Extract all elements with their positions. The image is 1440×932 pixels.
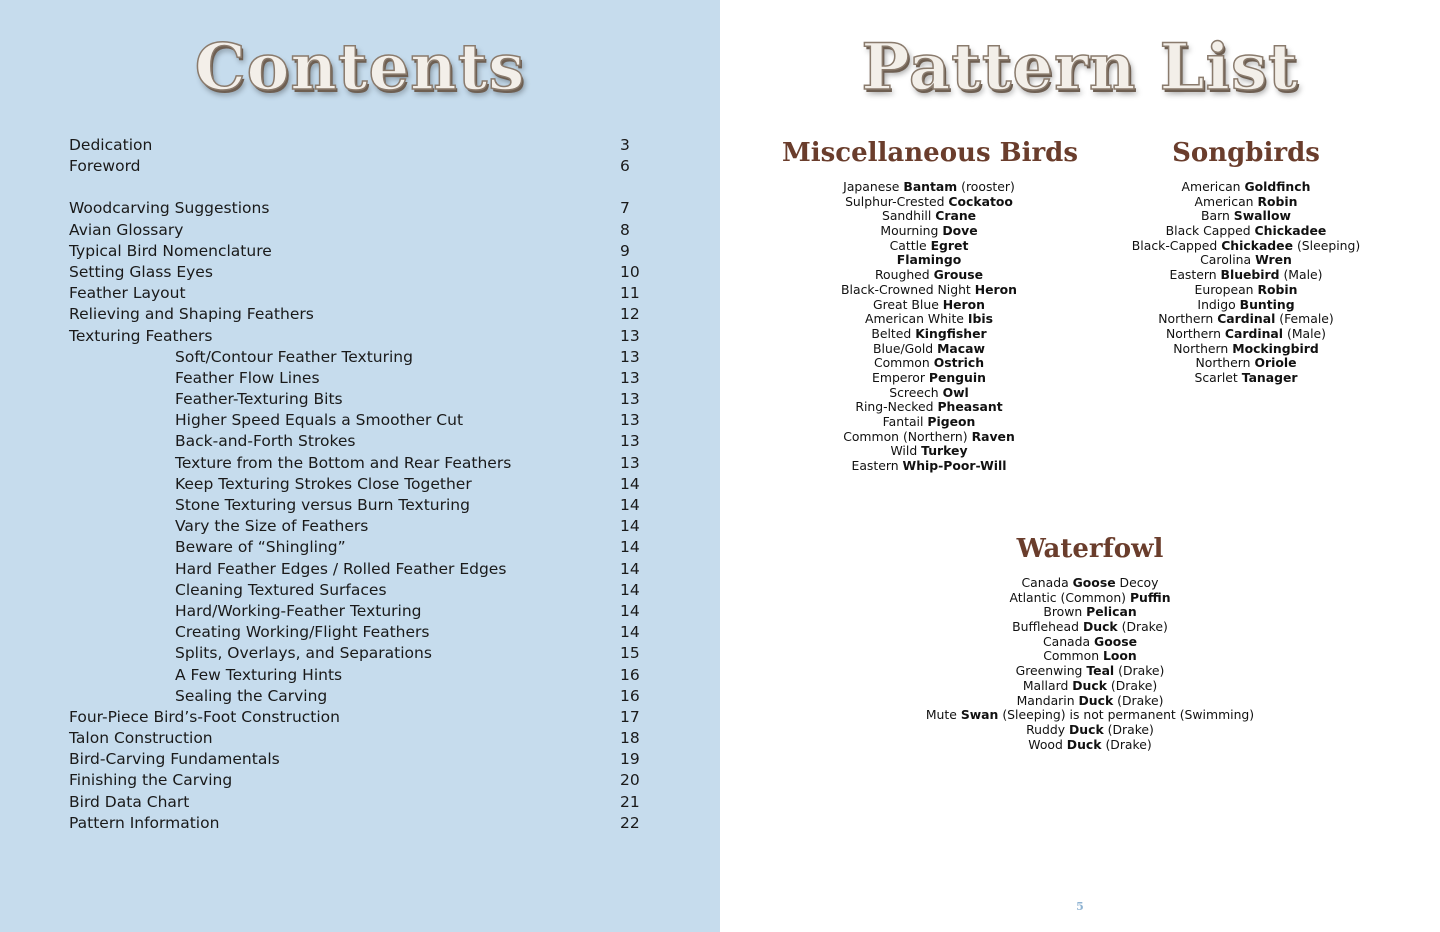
pattern-item-prefix: Wood	[1028, 736, 1067, 752]
pattern-item-species: Cardinal	[1217, 311, 1276, 327]
toc-entry-title: Higher Speed Equals a Smoother Cut	[175, 411, 464, 430]
toc-entry-page: 3	[620, 136, 630, 154]
pattern-item-species: Macaw	[937, 340, 985, 356]
pattern-item-prefix: Eastern	[1169, 267, 1221, 283]
toc-entry-title: Beware of “Shingling”	[175, 538, 346, 557]
toc-entry	[69, 347, 649, 368]
toc-entry	[69, 283, 649, 304]
toc-entry-title: Vary the Size of Feathers	[175, 517, 369, 536]
toc-entry-page: 13	[620, 368, 640, 387]
pattern-item-prefix: Ring-Necked	[855, 399, 938, 415]
pattern-item-species: Loon	[1103, 648, 1137, 664]
toc-entry	[69, 156, 649, 177]
toc-entry	[69, 326, 649, 347]
pattern-item-prefix: American	[1194, 193, 1258, 209]
pattern-item-species: Wren	[1255, 252, 1292, 268]
pattern-item-suffix: (Sleeping)	[1293, 237, 1361, 253]
pattern-item	[1096, 239, 1396, 254]
toc-entry	[69, 559, 649, 580]
pattern-item	[779, 195, 1079, 210]
pattern-item-prefix: Northern	[1158, 311, 1218, 327]
pattern-item-species: Duck	[1069, 721, 1104, 737]
pattern-item-species: Pelican	[1086, 604, 1137, 620]
pattern-item-species: Puffin	[1129, 589, 1171, 605]
toc-entry	[69, 813, 649, 834]
toc-entry-title: Texturing Feathers	[69, 326, 213, 345]
pattern-item-prefix: Mute	[925, 707, 961, 723]
pattern-item-species: Goose	[1094, 633, 1138, 649]
pattern-item	[779, 268, 1079, 283]
pattern-item-species: Cockatoo	[948, 193, 1013, 209]
pattern-item	[779, 209, 1079, 224]
toc-entry	[69, 537, 649, 558]
toc-entry-page: 10	[620, 262, 640, 281]
toc-entry-page: 14	[620, 623, 640, 642]
toc-entry	[69, 453, 649, 474]
waterfowl-list	[890, 576, 1290, 752]
pattern-item-species: Turkey	[921, 443, 968, 459]
toc-entry-page: 13	[620, 411, 640, 430]
toc-entry-page: 21	[620, 792, 640, 811]
pattern-item	[779, 342, 1079, 357]
pattern-item-suffix: (rooster)	[957, 179, 1015, 194]
toc-entry	[69, 495, 649, 516]
toc-entry-page: 18	[620, 729, 640, 748]
pattern-item	[1096, 283, 1396, 298]
toc-entry-page: 9	[620, 241, 630, 260]
pattern-item-suffix: (Drake)	[1117, 619, 1168, 635]
misc-birds-list	[779, 180, 1079, 474]
toc-entry	[69, 431, 649, 452]
toc-entry	[69, 792, 649, 813]
toc-entry-page: 19	[620, 750, 640, 769]
toc-entry-title: Foreword	[69, 157, 141, 176]
toc-entry-title: Relieving and Shaping Feathers	[69, 305, 314, 324]
toc-entry-page: 14	[620, 559, 640, 578]
pattern-item-species: Bantam	[903, 179, 958, 194]
pattern-item-species: Heron	[942, 296, 985, 312]
pattern-item	[779, 312, 1079, 327]
toc-entry	[69, 135, 649, 156]
toc-entry-page: 8	[620, 220, 630, 239]
pattern-item-species: Oriole	[1254, 355, 1297, 371]
toc-entry-title: Bird Data Chart	[69, 792, 190, 811]
pattern-item-species: Robin	[1257, 281, 1298, 297]
pattern-item-prefix: Canada	[1021, 575, 1073, 590]
pattern-item	[779, 371, 1079, 386]
toc-entry-title: Keep Texturing Strokes Close Together	[175, 474, 472, 493]
pattern-item	[1096, 180, 1396, 195]
pattern-item-suffix: (Drake)	[1114, 663, 1165, 679]
pattern-item-prefix: Mandarin	[1016, 692, 1079, 708]
toc-entry	[69, 622, 649, 643]
toc-entry-title: Avian Glossary	[69, 220, 184, 239]
toc-entry-page: 13	[620, 432, 640, 451]
pattern-item-species: Whip-Poor-Will	[902, 458, 1007, 474]
toc-entry-page: 13	[620, 390, 640, 409]
pattern-item-prefix: Common	[1043, 648, 1103, 664]
pattern-item-prefix: Indigo	[1197, 296, 1240, 312]
pattern-item-prefix: Barn	[1201, 208, 1234, 224]
toc-entry-title: Feather Flow Lines	[175, 368, 320, 387]
pattern-item	[779, 430, 1079, 445]
pattern-item-suffix: (Drake)	[1103, 721, 1154, 737]
pattern-item	[779, 224, 1079, 239]
pattern-item	[890, 694, 1290, 709]
pattern-item	[779, 327, 1079, 342]
pattern-item-species: Cardinal	[1224, 325, 1284, 341]
toc-entry-page: 13	[620, 347, 640, 366]
pattern-item-prefix: Black Capped	[1165, 223, 1255, 239]
pattern-item	[779, 400, 1079, 415]
toc-entry-page: 17	[620, 707, 640, 726]
pattern-item-species: Penguin	[928, 369, 986, 385]
pattern-item-species: Bunting	[1239, 296, 1295, 312]
pattern-item-species: Teal	[1086, 663, 1115, 679]
pattern-item-prefix: Fantail	[882, 414, 928, 429]
pattern-item	[890, 738, 1290, 753]
pattern-item	[779, 239, 1079, 254]
contents-title: Contents	[194, 30, 526, 105]
pattern-item	[890, 620, 1290, 635]
toc-entry	[69, 516, 649, 537]
pattern-item	[779, 180, 1079, 195]
pattern-item	[1096, 268, 1396, 283]
pattern-item-species: Ostrich	[933, 355, 985, 371]
pattern-item-species: Ibis	[967, 311, 993, 327]
songbirds-heading: Songbirds	[1172, 138, 1320, 168]
pattern-item	[779, 459, 1079, 474]
toc-entry	[69, 389, 649, 410]
pattern-item-species: Duck	[1082, 619, 1118, 635]
page-number: 5	[1076, 900, 1084, 913]
pattern-item-prefix: Eastern	[851, 458, 903, 474]
pattern-item-prefix: Carolina	[1200, 252, 1256, 268]
toc-entry-title: Finishing the Carving	[69, 771, 233, 790]
pattern-item-suffix: (Drake)	[1106, 677, 1158, 693]
pattern-item	[1096, 312, 1396, 327]
pattern-item	[779, 356, 1079, 371]
pattern-item-prefix: European	[1194, 281, 1258, 297]
pattern-list-page	[720, 0, 1440, 932]
pattern-item	[890, 605, 1290, 620]
toc-entry-title: Setting Glass Eyes	[69, 262, 213, 281]
pattern-item-prefix: Atlantic (Common)	[1009, 589, 1130, 605]
toc-entry	[69, 368, 649, 389]
pattern-item-suffix: (Female)	[1275, 311, 1334, 327]
toc-entry-page: 12	[620, 305, 640, 324]
toc-entry	[69, 474, 649, 495]
toc-entry	[69, 707, 649, 728]
pattern-item-prefix: Black-Capped	[1131, 237, 1222, 253]
pattern-item-species: Duck	[1078, 692, 1114, 708]
pattern-item-species: Raven	[971, 428, 1015, 444]
toc-entry-title: Bird-Carving Fundamentals	[69, 750, 280, 769]
pattern-list-title: Pattern List	[861, 30, 1299, 105]
toc-entry-page: 14	[620, 538, 640, 557]
pattern-item-species: Chickadee	[1221, 237, 1293, 253]
pattern-item	[779, 444, 1079, 459]
pattern-item-species: Grouse	[933, 267, 984, 283]
toc-entry-title: Talon Construction	[69, 729, 213, 748]
pattern-item	[890, 708, 1290, 723]
toc-entry-title: Typical Bird Nomenclature	[69, 241, 272, 260]
pattern-item	[779, 283, 1079, 298]
toc-entry	[69, 580, 649, 601]
toc-entry	[69, 686, 649, 707]
pattern-item	[1096, 195, 1396, 210]
pattern-item-suffix: (Male)	[1279, 267, 1323, 283]
pattern-item	[1096, 224, 1396, 239]
pattern-item-prefix: Japanese	[843, 179, 904, 194]
pattern-item-suffix: (Sleeping) is not permanent (Swimming)	[998, 707, 1255, 723]
waterfowl-heading: Waterfowl	[1016, 534, 1164, 564]
pattern-item	[779, 415, 1079, 430]
toc-entry-title: A Few Texturing Hints	[175, 665, 343, 684]
pattern-item-prefix: Scarlet	[1194, 369, 1242, 385]
pattern-item-prefix: Northern	[1195, 355, 1255, 371]
toc-entry-page: 20	[620, 771, 640, 790]
toc-entry-title: Hard Feather Edges / Rolled Feather Edges	[175, 559, 507, 578]
pattern-item-species: Goose	[1072, 575, 1116, 590]
pattern-item-suffix: (Male)	[1283, 325, 1327, 341]
toc-entry	[69, 198, 649, 219]
toc-entry-page: 16	[620, 686, 640, 705]
pattern-item-prefix: Northern	[1165, 325, 1225, 341]
toc-entry-title: Woodcarving Suggestions	[69, 199, 270, 218]
pattern-item-species: Bluebird	[1220, 267, 1280, 283]
pattern-item-prefix: Sandhill	[881, 208, 936, 224]
toc-entry	[69, 665, 649, 686]
pattern-item-prefix: Brown	[1043, 604, 1087, 620]
pattern-item	[890, 576, 1290, 591]
pattern-item-prefix: Belted	[871, 325, 916, 341]
toc-entry	[69, 262, 649, 283]
pattern-item-species: Kingfisher	[915, 325, 987, 341]
pattern-item	[890, 664, 1290, 679]
pattern-item	[1096, 371, 1396, 386]
pattern-item-species: Duck	[1072, 677, 1107, 693]
pattern-item-species: Mockingbird	[1232, 340, 1319, 356]
pattern-item-prefix: Blue/Gold	[873, 340, 938, 356]
pattern-item-prefix: Mallard	[1022, 677, 1073, 693]
pattern-item-species: Goldfinch	[1244, 179, 1311, 194]
pattern-item-prefix: Great Blue	[872, 296, 943, 312]
pattern-item-species: Pigeon	[927, 414, 976, 429]
toc-entry-page: 14	[620, 601, 640, 620]
pattern-item-species: Pheasant	[937, 399, 1003, 415]
pattern-item-prefix: Emperor	[872, 369, 929, 385]
toc-entry-title: Hard/Working-Feather Texturing	[175, 601, 422, 620]
pattern-item-prefix: Common	[873, 355, 934, 371]
pattern-item-species: Egret	[930, 237, 969, 253]
pattern-item-prefix: Roughed	[874, 267, 934, 283]
toc-entry-title: Four-Piece Bird’s-Foot Construction	[69, 707, 340, 726]
toc-entry	[69, 220, 649, 241]
toc-entry	[69, 770, 649, 791]
pattern-item	[890, 723, 1290, 738]
toc-entry	[69, 643, 649, 664]
pattern-item-species: Crane	[935, 208, 977, 224]
pattern-item-prefix: American White	[865, 311, 968, 327]
toc-entry-page: 14	[620, 517, 640, 536]
toc-entry-title: Pattern Information	[69, 813, 220, 832]
toc-entry	[69, 728, 649, 749]
pattern-item-species: Heron	[974, 281, 1017, 297]
pattern-item	[1096, 342, 1396, 357]
toc-entry-page: 7	[620, 199, 630, 218]
pattern-item	[1096, 253, 1396, 268]
pattern-item	[1096, 209, 1396, 224]
toc-entry	[69, 601, 649, 622]
pattern-item-suffix: (Drake)	[1101, 736, 1152, 752]
pattern-item-species: Owl	[942, 384, 969, 400]
pattern-item-species: Dove	[942, 223, 978, 239]
toc-entry-page: 11	[620, 284, 640, 303]
pattern-item-prefix: Bufflehead	[1012, 619, 1083, 635]
pattern-item-prefix: Greenwing	[1015, 663, 1087, 679]
toc-entry-title: Cleaning Textured Surfaces	[175, 580, 387, 599]
pattern-item-prefix: Sulphur-Crested	[845, 193, 949, 209]
pattern-item	[779, 253, 1079, 268]
toc-entry-title: Texture from the Bottom and Rear Feathers	[175, 453, 512, 472]
pattern-item-prefix: American	[1181, 179, 1245, 194]
pattern-item-species: Duck	[1066, 736, 1102, 752]
songbirds-list	[1096, 180, 1396, 386]
pattern-item	[890, 649, 1290, 664]
pattern-item	[1096, 327, 1396, 342]
pattern-item	[779, 386, 1079, 401]
pattern-item-species: Tanager	[1241, 369, 1298, 385]
toc-entry	[69, 410, 649, 431]
pattern-item-prefix: Ruddy	[1026, 721, 1069, 737]
pattern-item	[779, 298, 1079, 313]
toc-entry-title: Soft/Contour Feather Texturing	[175, 347, 413, 366]
pattern-item-prefix: Wild	[890, 443, 922, 459]
toc-entry-page: 14	[620, 580, 640, 599]
misc-birds-heading: Miscellaneous Birds	[781, 138, 1079, 168]
pattern-item-prefix: Screech	[889, 384, 943, 400]
pattern-item-prefix: Common (Northern)	[843, 428, 972, 444]
toc-entry-page: 15	[620, 644, 640, 663]
pattern-item-species: Chickadee	[1254, 223, 1327, 239]
pattern-item-prefix: Northern	[1173, 340, 1233, 356]
pattern-item	[890, 635, 1290, 650]
pattern-item-suffix: (Drake)	[1113, 692, 1164, 708]
toc-entry-page: 6	[620, 157, 630, 176]
toc-entry-page: 13	[620, 326, 640, 345]
toc-entry-title: Creating Working/Flight Feathers	[175, 623, 430, 642]
toc-entry-title: Dedication	[69, 136, 153, 154]
pattern-item-species: Flamingo	[896, 252, 962, 268]
toc-entry	[69, 749, 649, 770]
toc-entry-page: 13	[620, 453, 640, 472]
toc-entry-title: Sealing the Carving	[175, 686, 328, 705]
pattern-item-species: Swan	[960, 707, 999, 723]
toc-entry-page: 14	[620, 474, 640, 493]
table-of-contents	[69, 135, 649, 834]
pattern-item-prefix: Canada	[1042, 633, 1095, 649]
pattern-item-species: Robin	[1257, 193, 1298, 209]
toc-entry-title: Stone Texturing versus Burn Texturing	[175, 496, 470, 514]
toc-entry-page: 14	[620, 496, 640, 514]
toc-entry	[69, 241, 649, 262]
pattern-item	[890, 591, 1290, 606]
pattern-item	[1096, 356, 1396, 371]
toc-entry-title: Splits, Overlays, and Separations	[175, 644, 432, 663]
toc-entry-page: 22	[620, 813, 640, 832]
toc-entry-page: 16	[620, 665, 640, 684]
toc-entry-title: Feather-Texturing Bits	[175, 390, 343, 409]
toc-entry-title: Back-and-Forth Strokes	[175, 432, 356, 451]
pattern-item-prefix: Black-Crowned Night	[841, 281, 975, 297]
pattern-item-suffix: Decoy	[1115, 575, 1159, 590]
pattern-item-prefix: Cattle	[889, 237, 931, 253]
pattern-item-species: Swallow	[1233, 208, 1291, 224]
pattern-item	[1096, 298, 1396, 313]
pattern-item-prefix: Mourning	[880, 223, 943, 239]
pattern-item	[890, 679, 1290, 694]
toc-entry-title: Feather Layout	[69, 284, 186, 303]
toc-entry	[69, 304, 649, 325]
